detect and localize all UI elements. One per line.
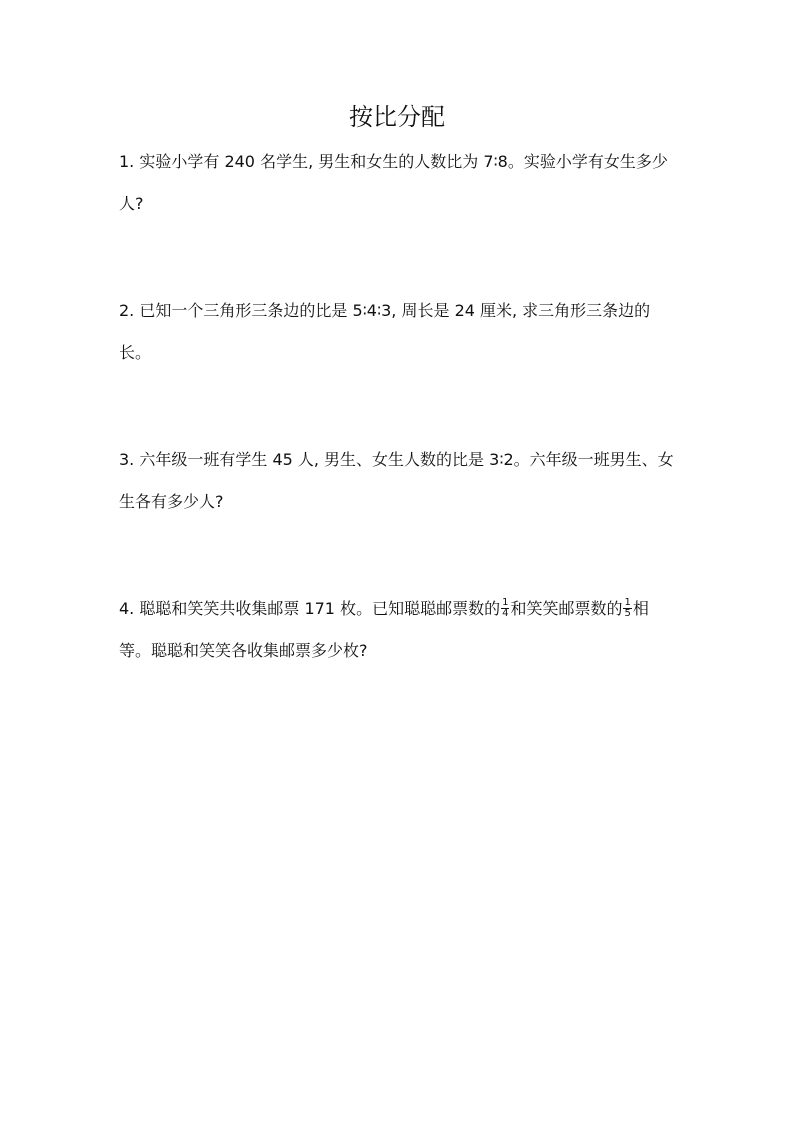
question-3: 3. 六年级一班有学生 45 人, 男生、女生人数的比是 3∶2。六年级一班男生、女生各有多少人? bbox=[119, 450, 674, 511]
question-4-text-part1: 4. 聪聪和笑笑共收集邮票 171 枚。已知聪聪邮票数的 bbox=[119, 599, 501, 618]
fraction-numerator: 1 bbox=[502, 597, 509, 608]
question-1: 1. 实验小学有 240 名学生, 男生和女生的人数比为 7∶8。实验小学有女生多少人? bbox=[119, 152, 668, 213]
question-list bbox=[119, 141, 679, 737]
fraction-numerator: 1 bbox=[624, 597, 631, 608]
fraction-denominator: 5 bbox=[624, 608, 631, 619]
question-4-text-part3: 相等。聪聪和笑笑各收集邮票多少枚? bbox=[119, 599, 649, 660]
fraction-one-fifth bbox=[623, 598, 631, 619]
question-4-text-part2: 和笑笑邮票数的 bbox=[510, 599, 623, 618]
fraction-denominator: 4 bbox=[502, 608, 509, 619]
fraction-one-quarter bbox=[501, 598, 509, 619]
question-2: 2. 已知一个三角形三条边的比是 5∶4∶3, 周长是 24 厘米, 求三角形三条边的长。 bbox=[119, 301, 651, 362]
page-title: 按比分配 bbox=[349, 103, 445, 131]
question-4 bbox=[119, 588, 679, 672]
